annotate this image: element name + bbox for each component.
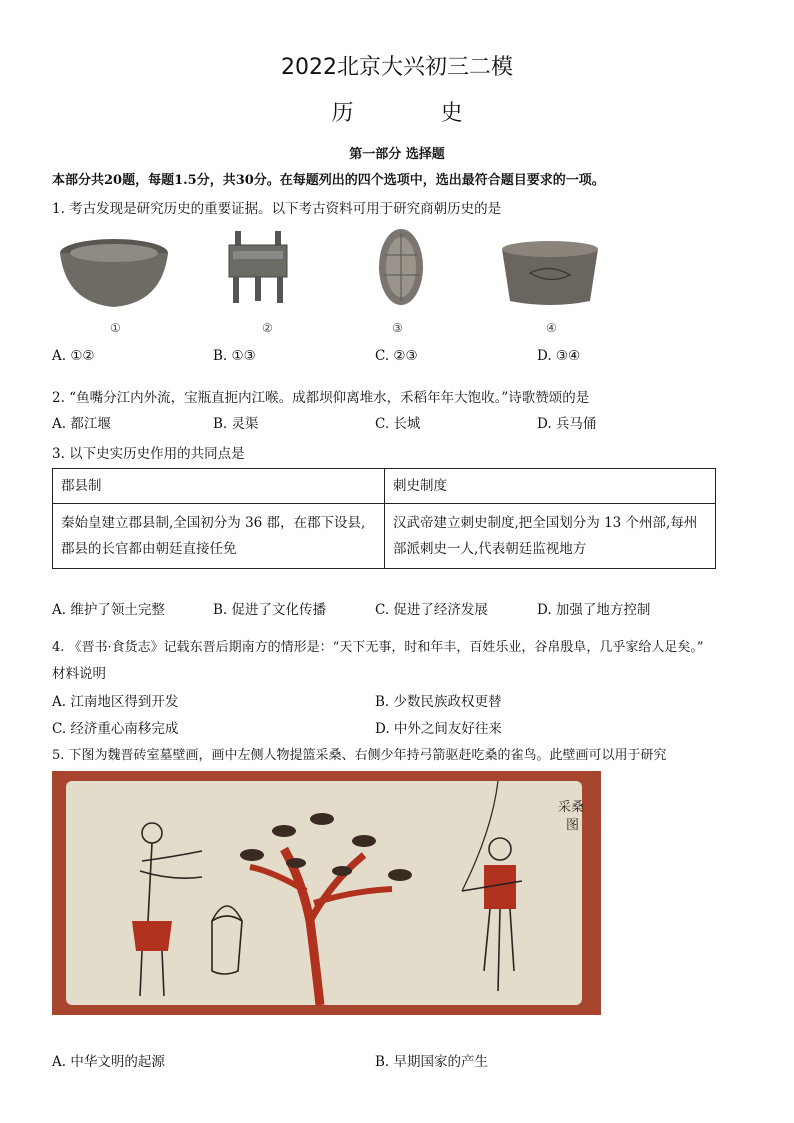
q5-stem: 5. 下图为魏晋砖室墓壁画，画中左侧人物提篮采桑、右侧少年持弓箭驱赶吃桑的雀鸟。此壁画可以用于研究 — [52, 748, 667, 763]
mulberry-mural-image — [52, 771, 601, 1015]
q3-table — [52, 468, 716, 569]
q3-option-c[interactable]: C. 促进了经济发展 — [375, 602, 488, 618]
q2-option-a[interactable]: A. 都江堰 — [52, 416, 111, 432]
q3-table-header-1: 郡县制 — [53, 469, 385, 504]
q3-table-cell-2 — [385, 504, 716, 569]
q2-option-d[interactable]: D. 兵马俑 — [537, 416, 597, 432]
part-heading: 第一部分 选择题 — [349, 147, 445, 162]
q2-option-c[interactable]: C. 长城 — [375, 416, 421, 432]
painted-basin-image — [502, 241, 598, 305]
oracle-shell-image — [379, 229, 423, 305]
q2-option-b[interactable]: B. 灵渠 — [213, 416, 259, 432]
q4-option-c[interactable]: C. 经济重心南移完成 — [52, 721, 179, 737]
q1-option-d[interactable]: D. ③④ — [537, 348, 581, 364]
page-title: 2022北京大兴初三二模 — [281, 55, 513, 80]
q4-option-d[interactable]: D. 中外之间友好往来 — [375, 721, 502, 737]
q3-option-b[interactable]: B. 促进了文化传播 — [213, 602, 327, 618]
q5-option-b[interactable]: B. 早期国家的产生 — [375, 1054, 489, 1070]
q3-table-cell-1 — [53, 504, 385, 569]
bronze-ding-image — [229, 231, 287, 303]
mural-caption-line-2: 图 — [566, 818, 580, 833]
subject-title: 历 史 — [331, 101, 503, 126]
q1-option-a[interactable]: A. ①② — [52, 348, 95, 364]
q3-option-d[interactable]: D. 加强了地方控制 — [537, 602, 651, 618]
q3-cell-2-line-1: 汉武帝建立刺史制度,把全国划分为 13 个州部,每州 — [393, 515, 698, 531]
q4-option-a[interactable]: A. 江南地区得到开发 — [52, 694, 179, 710]
q1-image-label-1: ① — [110, 321, 121, 335]
q2-stem: 2. “鱼嘴分江内外流，宝瓶直扼内江喉。成都坝仰离堆水，禾稻年年大饱收。”诗歌赞颂的是 — [52, 390, 590, 406]
q1-option-c[interactable]: C. ②③ — [375, 348, 418, 364]
q4-stem-line-2: 材料说明 — [52, 666, 106, 682]
q1-stem: 1. 考古发现是研究历史的重要证据。以下考古资料可用于研究商朝历史的是 — [52, 201, 502, 217]
q1-image-label-2: ② — [262, 321, 273, 335]
mural-caption-line-1: 采桑 — [558, 800, 585, 815]
q3-table-header-2: 刺史制度 — [385, 469, 716, 504]
q3-cell-1-line-1: 秦始皇建立郡县制,全国初分为 36 郡，在郡下设县, — [61, 515, 366, 531]
q3-stem: 3. 以下史实历史作用的共同点是 — [52, 446, 245, 462]
q1-image-label-3: ③ — [392, 321, 403, 335]
q3-cell-2-line-2: 部派刺史一人,代表朝廷监视地方 — [393, 541, 587, 557]
q3-option-a[interactable]: A. 维护了领土完整 — [52, 602, 165, 618]
q4-stem-line-1: 4. 《晋书·食货志》记载东晋后期南方的情形是：“天下无事，时和年丰，百姓乐业，谷帛殷阜，几乎家给人足矣。” — [52, 640, 704, 655]
q3-cell-1-line-2: 郡县的长官都由朝廷直接任免 — [61, 541, 237, 557]
pottery-bowl-image — [60, 239, 168, 307]
q1-option-b[interactable]: B. ①③ — [213, 348, 256, 364]
q1-image-label-4: ④ — [546, 321, 557, 335]
q5-option-a[interactable]: A. 中华文明的起源 — [52, 1054, 165, 1070]
q4-option-b[interactable]: B. 少数民族政权更替 — [375, 694, 502, 710]
q1-artifact-images — [52, 225, 732, 320]
part-instruction: 本部分共20题，每题1.5分，共30分。在每题列出的四个选项中，选出最符合题目要求的一项。 — [52, 173, 605, 188]
